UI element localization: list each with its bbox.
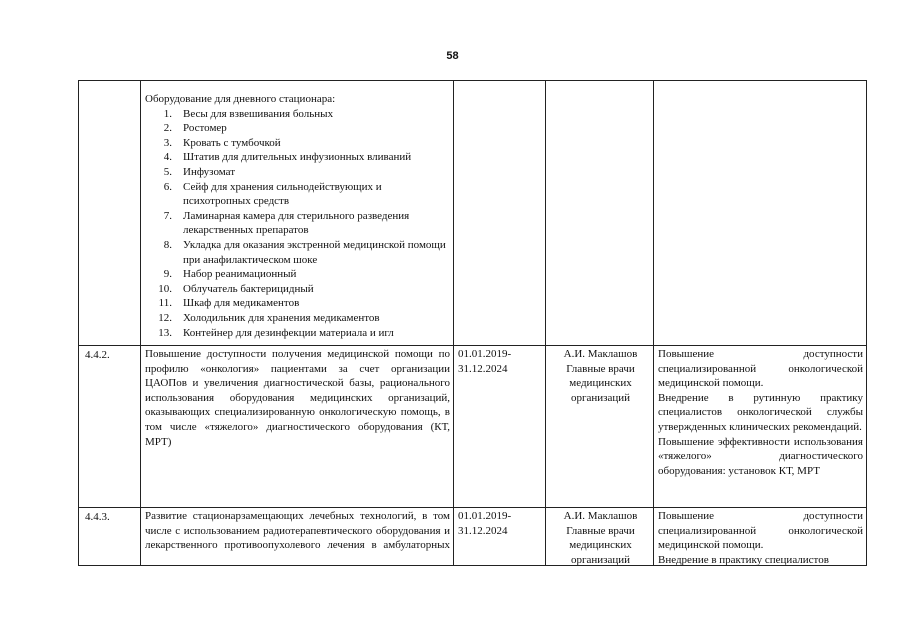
result-item: Повышение доступности специализированной онкологической медицинской помощи. <box>658 348 863 390</box>
equipment-heading: Оборудование для дневного стационара: <box>145 93 336 105</box>
result-item: Повышение эффективности использования «тяжелого» диагностического оборудования: установок КТ, МРТ <box>658 435 863 477</box>
date-end: 31.12.2024 <box>458 524 508 537</box>
result-cell <box>653 508 866 565</box>
result-item: Повышение доступности специализированной онкологической медицинской помощи. <box>658 510 863 552</box>
list-item-text: Укладка для оказания экстренной медицинской помощи при анафилактическом шоке <box>183 238 446 266</box>
list-item-number: 4. <box>163 151 172 164</box>
date-start: 01.01.2019- <box>458 510 512 522</box>
equipment-list-item <box>145 326 450 341</box>
dates-cell <box>453 81 545 345</box>
measure-description: Повышение доступности получения медицинской помощи по профилю «онкология» пациентами за счет организации ЦАОПов и увеличения диагностической базы, рационального использования оборудования медицинских организаций, оказывающих специализированную онкологическую помощь, в том числе «тяжелого» диагностического оборудования (КТ, МРТ) <box>145 348 450 448</box>
equipment-list-item <box>145 150 450 165</box>
equipment-list <box>145 107 450 341</box>
responsible-orgs: Главные врачи медицинских организаций <box>566 362 635 404</box>
equipment-list-item <box>145 238 450 267</box>
table-row-4-4-2 <box>79 345 866 507</box>
description-cell <box>140 81 453 345</box>
responsible-cell <box>545 508 653 565</box>
description-cell <box>140 346 453 507</box>
result-cell <box>653 81 866 345</box>
table-row-4-4-3 <box>79 507 866 566</box>
list-item-number: 13. <box>158 326 172 339</box>
table-row-equipment <box>79 81 866 345</box>
list-item-text: Сейф для хранения сильнодействующих и психотропных средств <box>183 180 382 208</box>
list-item-number: 9. <box>163 268 172 281</box>
date-end: 31.12.2024 <box>458 362 508 375</box>
list-item-text: Контейнер для дезинфекции материала и игл <box>183 326 394 339</box>
list-item-number: 10. <box>158 282 172 295</box>
date-start: 01.01.2019- <box>458 348 512 360</box>
description-cell <box>140 508 453 565</box>
dates-cell <box>453 346 545 507</box>
page-number: 58 <box>446 50 459 62</box>
list-item-number: 11. <box>158 297 172 310</box>
equipment-list-item <box>145 311 450 326</box>
responsible-orgs: Главные врачи медицинских организаций <box>566 524 635 565</box>
list-item-text: Облучатель бактерицидный <box>183 282 314 295</box>
list-item-number: 2. <box>163 122 172 135</box>
equipment-list-item <box>145 267 450 282</box>
responsible-person: А.И. Маклашов <box>563 510 638 522</box>
list-item-number: 6. <box>163 180 172 193</box>
responsible-cell <box>545 81 653 345</box>
dates-cell <box>453 508 545 565</box>
list-item-text: Ламинарная камера для стерильного разведения лекарственных препаратов <box>183 209 410 237</box>
list-item-number: 1. <box>163 107 172 120</box>
result-cell <box>653 346 866 507</box>
row-number: 4.4.3. <box>85 511 110 523</box>
list-item-number: 7. <box>163 209 172 222</box>
equipment-list-item <box>145 209 450 238</box>
equipment-list-item <box>145 282 450 297</box>
list-item-text: Кровать с тумбочкой <box>183 136 281 149</box>
list-item-text: Набор реанимационный <box>183 268 297 281</box>
list-item-text: Инфузомат <box>183 165 236 178</box>
measures-table <box>78 80 867 566</box>
list-item-text: Ростомер <box>183 122 227 135</box>
equipment-list-item <box>145 121 450 136</box>
list-item-number: 3. <box>163 136 172 149</box>
row-number: 4.4.2. <box>85 349 110 361</box>
result-item: Внедрение в практику специалистов <box>658 553 829 565</box>
equipment-list-item <box>145 296 450 311</box>
list-item-text: Весы для взвешивания больных <box>183 107 334 120</box>
row-number-cell <box>79 81 140 345</box>
list-item-number: 12. <box>158 311 172 324</box>
equipment-list-item <box>145 136 450 151</box>
list-item-number: 5. <box>163 165 172 178</box>
list-item-number: 8. <box>163 238 172 251</box>
equipment-list-item <box>145 107 450 122</box>
result-item: Внедрение в рутинную практику специалистов онкологической службы утвержденных клинических рекомендаций. <box>658 391 863 433</box>
list-item-text: Холодильник для хранения медикаментов <box>183 311 380 324</box>
measure-description: Развитие стационарзамещающих лечебных технологий, в том числе с использованием радиотерапевтического оборудования и лекарственного противоопухолевого лечения в амбулаторных <box>145 510 450 552</box>
list-item-text: Шкаф для медикаментов <box>183 297 300 310</box>
list-item-text: Штатив для длительных инфузионных вливаний <box>183 151 412 164</box>
responsible-person: А.И. Маклашов <box>563 348 638 360</box>
equipment-list-item <box>145 165 450 180</box>
responsible-cell <box>545 346 653 507</box>
equipment-list-item <box>145 180 450 209</box>
